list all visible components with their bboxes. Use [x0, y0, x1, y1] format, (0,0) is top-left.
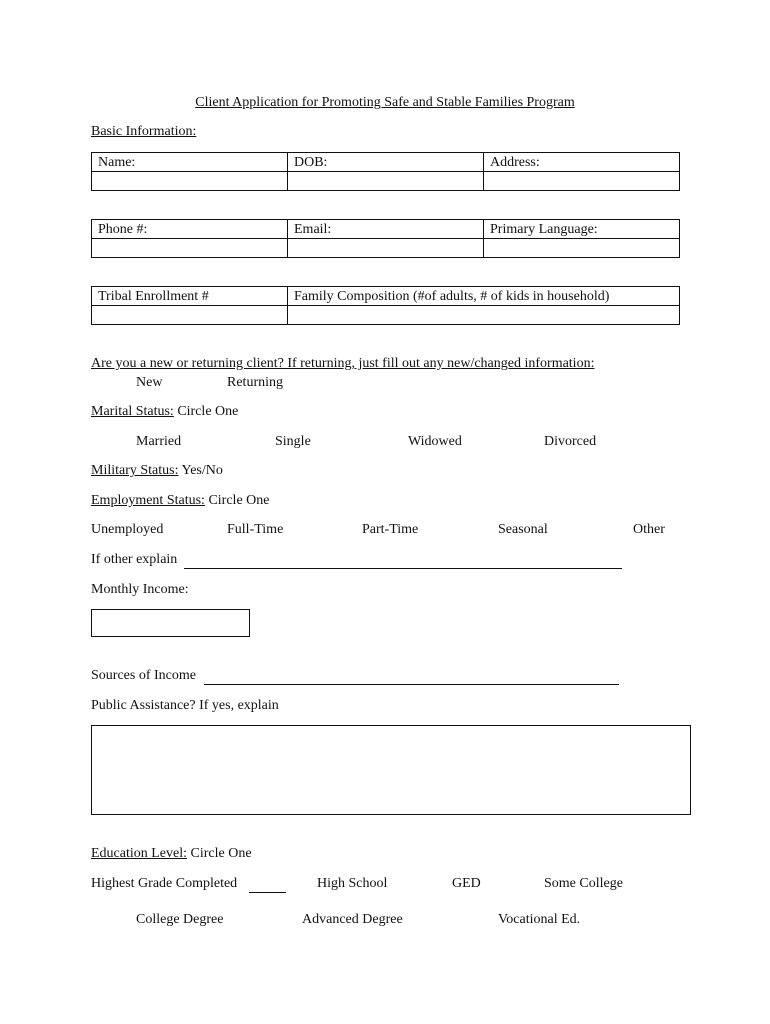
phone-label: Phone #:: [92, 220, 288, 239]
basic-info-table-2: [91, 219, 680, 258]
education-option-ged[interactable]: GED: [452, 876, 481, 891]
employment-option-other[interactable]: Other: [633, 522, 665, 537]
public-assistance-field[interactable]: [91, 725, 691, 815]
employment-option-seasonal[interactable]: Seasonal: [498, 522, 548, 537]
marital-status-instruction: Circle One: [173, 404, 239, 419]
marital-option-divorced[interactable]: Divorced: [544, 434, 597, 449]
education-level-instruction: Circle One: [187, 846, 252, 861]
email-field[interactable]: [288, 239, 484, 258]
employment-option-full-time[interactable]: Full-Time: [227, 522, 284, 537]
address-label: Address:: [484, 153, 680, 172]
employment-status-line: [91, 493, 269, 509]
education-option-vocational-ed[interactable]: Vocational Ed.: [498, 912, 581, 927]
address-field[interactable]: [484, 172, 680, 191]
name-field[interactable]: [92, 172, 288, 191]
other-explain-field[interactable]: [184, 552, 622, 569]
name-label: Name:: [92, 153, 288, 172]
education-level-label: Education Level:: [91, 846, 188, 861]
military-status-value[interactable]: Yes/No: [178, 463, 223, 478]
other-explain-label: If other explain: [91, 552, 178, 567]
basic-info-table-1: [91, 152, 680, 191]
page-title: Client Application for Promoting Safe and Stable Families Program: [195, 95, 575, 110]
marital-option-widowed[interactable]: Widowed: [408, 434, 462, 449]
basic-info-heading: Basic Information:: [91, 124, 197, 139]
highest-grade-field[interactable]: [249, 876, 286, 893]
education-option-high-school[interactable]: High School: [317, 876, 388, 891]
monthly-income-label: Monthly Income:: [91, 582, 189, 597]
marital-option-married[interactable]: Married: [136, 434, 182, 449]
employment-status-label: Employment Status:: [91, 493, 205, 508]
employment-status-instruction: Circle One: [204, 493, 270, 508]
family-composition-field[interactable]: [288, 306, 680, 325]
monthly-income-field[interactable]: [91, 609, 250, 637]
client-question: Are you a new or returning client? If returning, just fill out any new/changed information:: [91, 356, 595, 371]
military-status-line: [91, 463, 223, 479]
employment-option-part-time[interactable]: Part-Time: [362, 522, 419, 537]
highest-grade-label: Highest Grade Completed: [91, 876, 238, 891]
primary-language-label: Primary Language:: [484, 220, 680, 239]
option-new[interactable]: New: [136, 375, 163, 390]
employment-option-unemployed[interactable]: Unemployed: [91, 522, 164, 537]
education-option-college-degree[interactable]: College Degree: [136, 912, 224, 927]
dob-label: DOB:: [288, 153, 484, 172]
tribal-enrollment-label: Tribal Enrollment #: [92, 287, 288, 306]
education-option-advanced-degree[interactable]: Advanced Degree: [302, 912, 403, 927]
education-level-line: [91, 846, 252, 862]
option-returning[interactable]: Returning: [227, 375, 283, 390]
dob-field[interactable]: [288, 172, 484, 191]
email-label: Email:: [288, 220, 484, 239]
marital-status-line: [91, 404, 238, 420]
phone-field[interactable]: [92, 239, 288, 258]
basic-info-table-3: [91, 286, 680, 325]
military-status-label: Military Status:: [91, 463, 179, 478]
family-composition-label: Family Composition (#of adults, # of kids in household): [288, 287, 680, 306]
education-option-some-college[interactable]: Some College: [544, 876, 623, 891]
sources-income-label: Sources of Income: [91, 668, 196, 683]
sources-income-field[interactable]: [204, 668, 619, 685]
primary-language-field[interactable]: [484, 239, 680, 258]
public-assistance-label: Public Assistance? If yes, explain: [91, 698, 279, 713]
tribal-enrollment-field[interactable]: [92, 306, 288, 325]
marital-status-label: Marital Status:: [91, 404, 174, 419]
marital-option-single[interactable]: Single: [275, 434, 311, 449]
